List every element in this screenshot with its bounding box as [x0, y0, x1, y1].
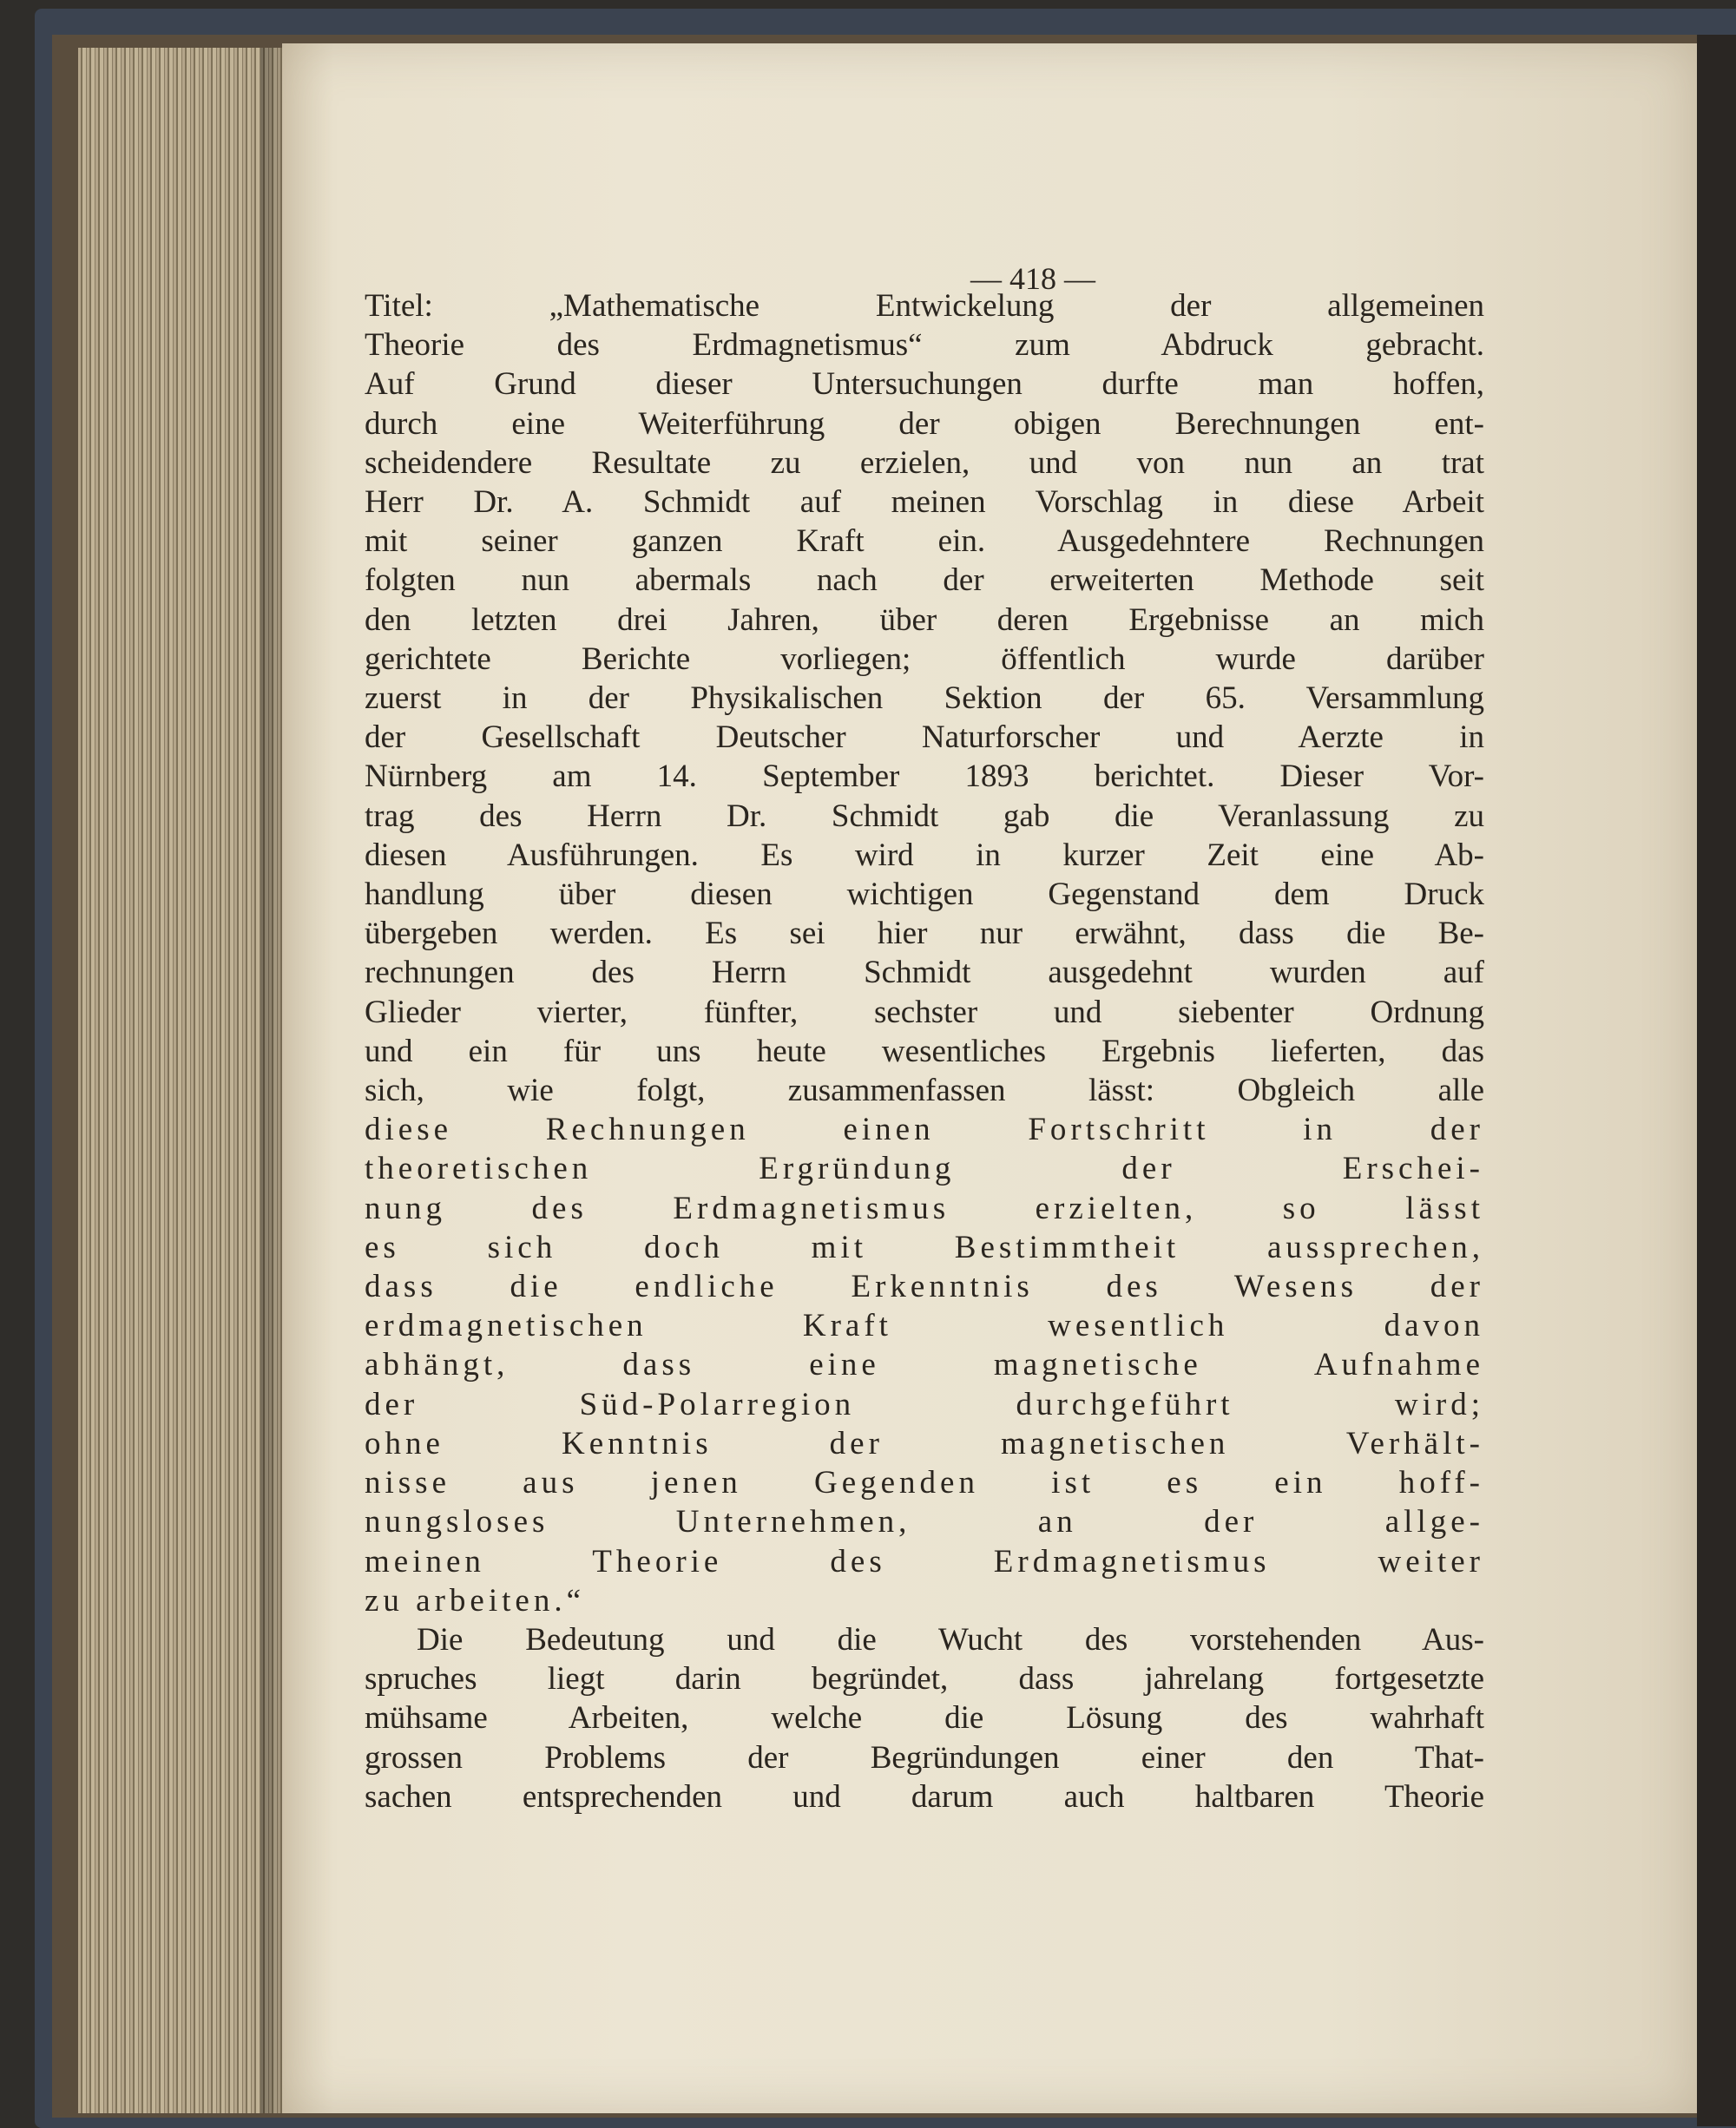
text-line-spaced: nungsloses Unternehmen, an der allge- [365, 1504, 1484, 1540]
text-line: Herr Dr. A. Schmidt auf meinen Vorschlag in diese Arbeit [365, 484, 1484, 521]
text-line: spruches liegt darin begründet, dass jahrelang fortgesetzte [365, 1661, 1484, 1698]
text-line: mit seiner ganzen Kraft ein. Ausgedehntere Rechnungen [365, 523, 1484, 560]
text-line-spaced: diese Rechnungen einen Fortschritt in der [365, 1112, 1484, 1148]
text-line: folgten nun abermals nach der erweiterten Methode seit [365, 562, 1484, 599]
text-line: Theorie des Erdmagnetismus“ zum Abdruck gebracht. [365, 327, 1484, 364]
text-line: grossen Problems der Begründungen einer den That- [365, 1739, 1484, 1776]
text-line: den letzten drei Jahren, über deren Ergebnisse an mich [365, 601, 1484, 638]
text-line-spaced: nung des Erdmagnetismus erzielten, so lässt [365, 1190, 1484, 1226]
page-number: — 418 — [970, 261, 1095, 296]
text-line: Nürnberg am 14. September 1893 berichtet. Dieser Vor- [365, 759, 1484, 795]
page-text [365, 286, 1484, 1816]
text-line: gerichtete Berichte vorliegen; öffentlich wurde darüber [365, 640, 1484, 677]
text-line: diesen Ausführungen. Es wird in kurzer Zeit eine Ab- [365, 837, 1484, 873]
text-line: durch eine Weiterführung der obigen Berechnungen ent- [365, 405, 1484, 442]
text-line: Titel: „Mathematische Entwickelung der allgemeinen [365, 288, 1484, 324]
text-line-spaced: nisse aus jenen Gegenden ist es ein hoff- [365, 1465, 1484, 1501]
text-line-spaced: abhängt, dass eine magnetische Aufnahme [365, 1347, 1484, 1383]
text-line: Glieder vierter, fünfter, sechster und siebenter Ordnung [365, 994, 1484, 1030]
text-line-spaced: dass die endliche Erkenntnis des Wesens der [365, 1269, 1484, 1305]
text-line: mühsame Arbeiten, welche die Lösung des wahrhaft [365, 1700, 1484, 1737]
text-line-spaced: der Süd-Polarregion durchgeführt wird; [365, 1386, 1484, 1422]
text-line: trag des Herrn Dr. Schmidt gab die Veranlassung zu [365, 798, 1484, 834]
text-line: sich, wie folgt, zusammenfassen lässt: Obgleich alle [365, 1073, 1484, 1109]
text-line: Auf Grund dieser Untersuchungen durfte man hoffen, [365, 366, 1484, 403]
text-line: sachen entsprechenden und darum auch haltbaren Theorie [365, 1778, 1484, 1815]
text-line: handlung über diesen wichtigen Gegenstand dem Druck [365, 877, 1484, 913]
text-line: und ein für uns heute wesentliches Ergebnis lieferten, das [365, 1033, 1484, 1069]
cover-edge-right [1697, 35, 1736, 2126]
text-line-spaced: meinen Theorie des Erdmagnetismus weiter [365, 1543, 1484, 1580]
text-line-spaced: es sich doch mit Bestimmtheit aussprechen, [365, 1229, 1484, 1265]
text-line: übergeben werden. Es sei hier nur erwähnt, dass die Be- [365, 916, 1484, 952]
text-line: scheidendere Resultate zu erzielen, und von nun an trat [365, 444, 1484, 481]
text-line: Die Bedeutung und die Wucht des vorstehenden Aus- [417, 1621, 1484, 1658]
text-line-spaced: erdmagnetischen Kraft wesentlich davon [365, 1308, 1484, 1344]
text-line: rechnungen des Herrn Schmidt ausgedehnt wurden auf [365, 955, 1484, 991]
page-edges [78, 48, 286, 2113]
text-line-spaced: theoretischen Ergründung der Erschei- [365, 1151, 1484, 1187]
text-line: zuerst in der Physikalischen Sektion der 65. Versammlung [365, 680, 1484, 717]
text-line-spaced: ohne Kenntnis der magnetischen Verhält- [365, 1425, 1484, 1461]
text-line-spaced: zu arbeiten.“ [365, 1582, 585, 1619]
text-line: der Gesellschaft Deutscher Naturforscher und Aerzte in [365, 719, 1484, 756]
